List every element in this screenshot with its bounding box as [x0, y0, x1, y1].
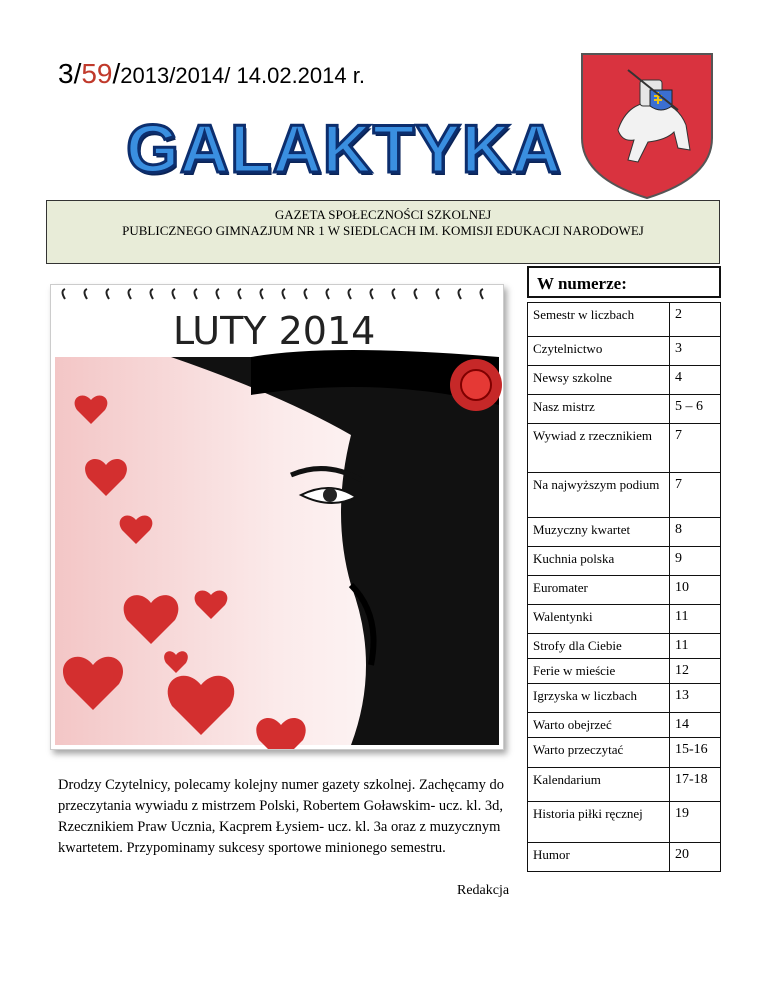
toc-page: 4: [670, 366, 721, 395]
toc-label: Historia piłki ręcznej: [528, 802, 670, 843]
toc-label: Humor: [528, 843, 670, 872]
toc-label: Kuchnia polska: [528, 547, 670, 576]
toc-label: Warto obejrzeć: [528, 713, 670, 738]
toc-page: 20: [670, 843, 721, 872]
toc-row: [528, 713, 721, 738]
toc-label: Muzyczny kwartet: [528, 518, 670, 547]
toc-row: [528, 303, 721, 337]
toc-label: Strofy dla Ciebie: [528, 634, 670, 659]
toc-page: 10: [670, 576, 721, 605]
toc-page: 9: [670, 547, 721, 576]
toc-row: [528, 768, 721, 802]
masthead-logo: [126, 106, 562, 192]
toc-row: [528, 337, 721, 366]
toc-label: Warto przeczytać: [528, 738, 670, 768]
header-line1: GAZETA SPOŁECZNOŚCI SZKOLNEJ: [274, 207, 492, 222]
issue-consecutive: 59: [81, 58, 113, 89]
toc-page: 7: [670, 424, 721, 473]
table-of-contents: [527, 302, 721, 872]
toc-page: 17-18: [670, 768, 721, 802]
toc-label: Ferie w mieście: [528, 659, 670, 684]
toc-row: [528, 659, 721, 684]
toc-page: 12: [670, 659, 721, 684]
toc-label: Newsy szkolne: [528, 366, 670, 395]
toc-heading: W numerze:: [527, 266, 721, 298]
toc-page: 8: [670, 518, 721, 547]
toc-page: 14: [670, 713, 721, 738]
toc-row: [528, 395, 721, 424]
toc-label: Semestr w liczbach: [528, 303, 670, 337]
toc-page: 5 – 6: [670, 395, 721, 424]
toc-row: [528, 802, 721, 843]
toc-page: 11: [670, 605, 721, 634]
issue-dates: 2013/2014/ 14.02.2014 r.: [120, 63, 365, 88]
toc-row: [528, 576, 721, 605]
toc-page: 13: [670, 684, 721, 713]
issue-sep: /: [112, 58, 121, 89]
masthead-title: GALAKTYKA: [126, 111, 562, 187]
toc-page: 15-16: [670, 738, 721, 768]
toc-row: [528, 473, 721, 518]
toc-page: 11: [670, 634, 721, 659]
toc-row: [528, 424, 721, 473]
issue-sep: /: [73, 58, 82, 89]
toc-label: Na najwyższym podium: [528, 473, 670, 518]
toc-row: [528, 684, 721, 713]
editorial-intro: Drodzy Czytelnicy, polecamy kolejny numer gazety szkolnej. Zachęcamy do przeczytania wywiadu z mistrzem Polski, Robertem Goławskim- ucz. kl. 3d, Rzecznikiem Praw Ucznia, Kacprem Łysiem- ucz. kl. 3a oraz z muzycznym kwartetem. Przypominamy sukcesy sportowe minionego semestru.: [58, 777, 504, 856]
coat-of-arms-icon: [578, 50, 716, 200]
editorial-signature: Redakcja: [457, 883, 510, 898]
toc-page: 7: [670, 473, 721, 518]
toc-label: Euromater: [528, 576, 670, 605]
toc-label: Walentynki: [528, 605, 670, 634]
calendar-illustration: [50, 284, 504, 750]
calendar-title: LUTY 2014: [173, 309, 376, 353]
toc-row: [528, 547, 721, 576]
toc-label: Czytelnictwo: [528, 337, 670, 366]
toc-label: Kalendarium: [528, 768, 670, 802]
toc-label: Nasz mistrz: [528, 395, 670, 424]
issue-number: [58, 58, 365, 90]
toc-row: [528, 605, 721, 634]
toc-page: 3: [670, 337, 721, 366]
toc-page: 19: [670, 802, 721, 843]
toc-row: [528, 518, 721, 547]
toc-row: [528, 843, 721, 872]
toc-row: [528, 738, 721, 768]
toc-row: [528, 366, 721, 395]
issue-no: 3: [58, 58, 74, 89]
toc-label: Igrzyska w liczbach: [528, 684, 670, 713]
spiral-rings: [63, 289, 484, 299]
toc-page: 2: [670, 303, 721, 337]
header-line2: PUBLICZNEGO GIMNAZJUM NR 1 W SIEDLCACH IM. KOMISJI EDUKACJI NARODOWEJ: [122, 223, 644, 238]
newspaper-header: [46, 200, 720, 264]
toc-label: Wywiad z rzecznikiem: [528, 424, 670, 473]
toc-row: [528, 634, 721, 659]
